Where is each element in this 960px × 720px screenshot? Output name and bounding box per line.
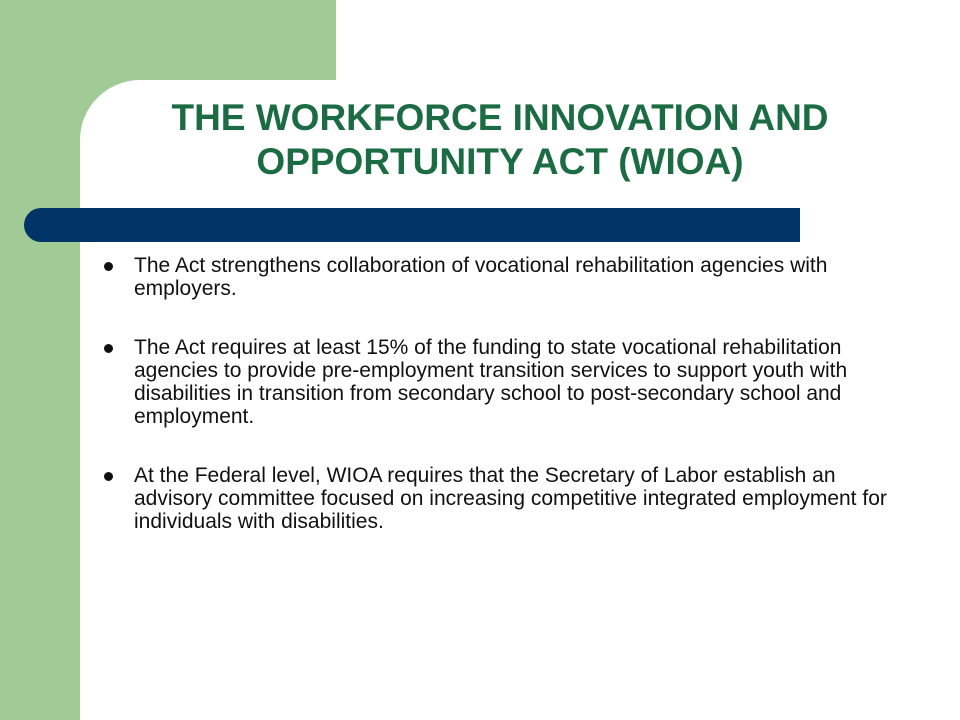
title-divider-bar — [24, 208, 800, 242]
bullet-dot-icon — [104, 344, 113, 353]
slide-title-line-1: THE WORKFORCE INNOVATION AND — [171, 97, 829, 138]
slide-title — [80, 96, 920, 184]
bullet-item — [104, 336, 904, 428]
slide-title-line-2: OPPORTUNITY ACT (WIOA) — [256, 141, 744, 182]
bullet-text: At the Federal level, WIOA requires that the Secretary of Labor establish an advisory committee focused on increasing competitive integrated employment for individuals with disabilities. — [134, 464, 887, 533]
bullet-dot-icon — [104, 262, 113, 271]
bullet-list — [104, 254, 904, 569]
bullet-item — [104, 464, 904, 533]
bullet-text: The Act strengthens collaboration of vocational rehabilitation agencies with employers. — [134, 254, 828, 300]
bullet-item — [104, 254, 904, 300]
bullet-dot-icon — [104, 472, 113, 481]
bullet-text: The Act requires at least 15% of the funding to state vocational rehabilitation agencies to provide pre-employment transition services to support youth with disabilities in transition from secondary school to post-secondary school and employment. — [134, 336, 848, 428]
